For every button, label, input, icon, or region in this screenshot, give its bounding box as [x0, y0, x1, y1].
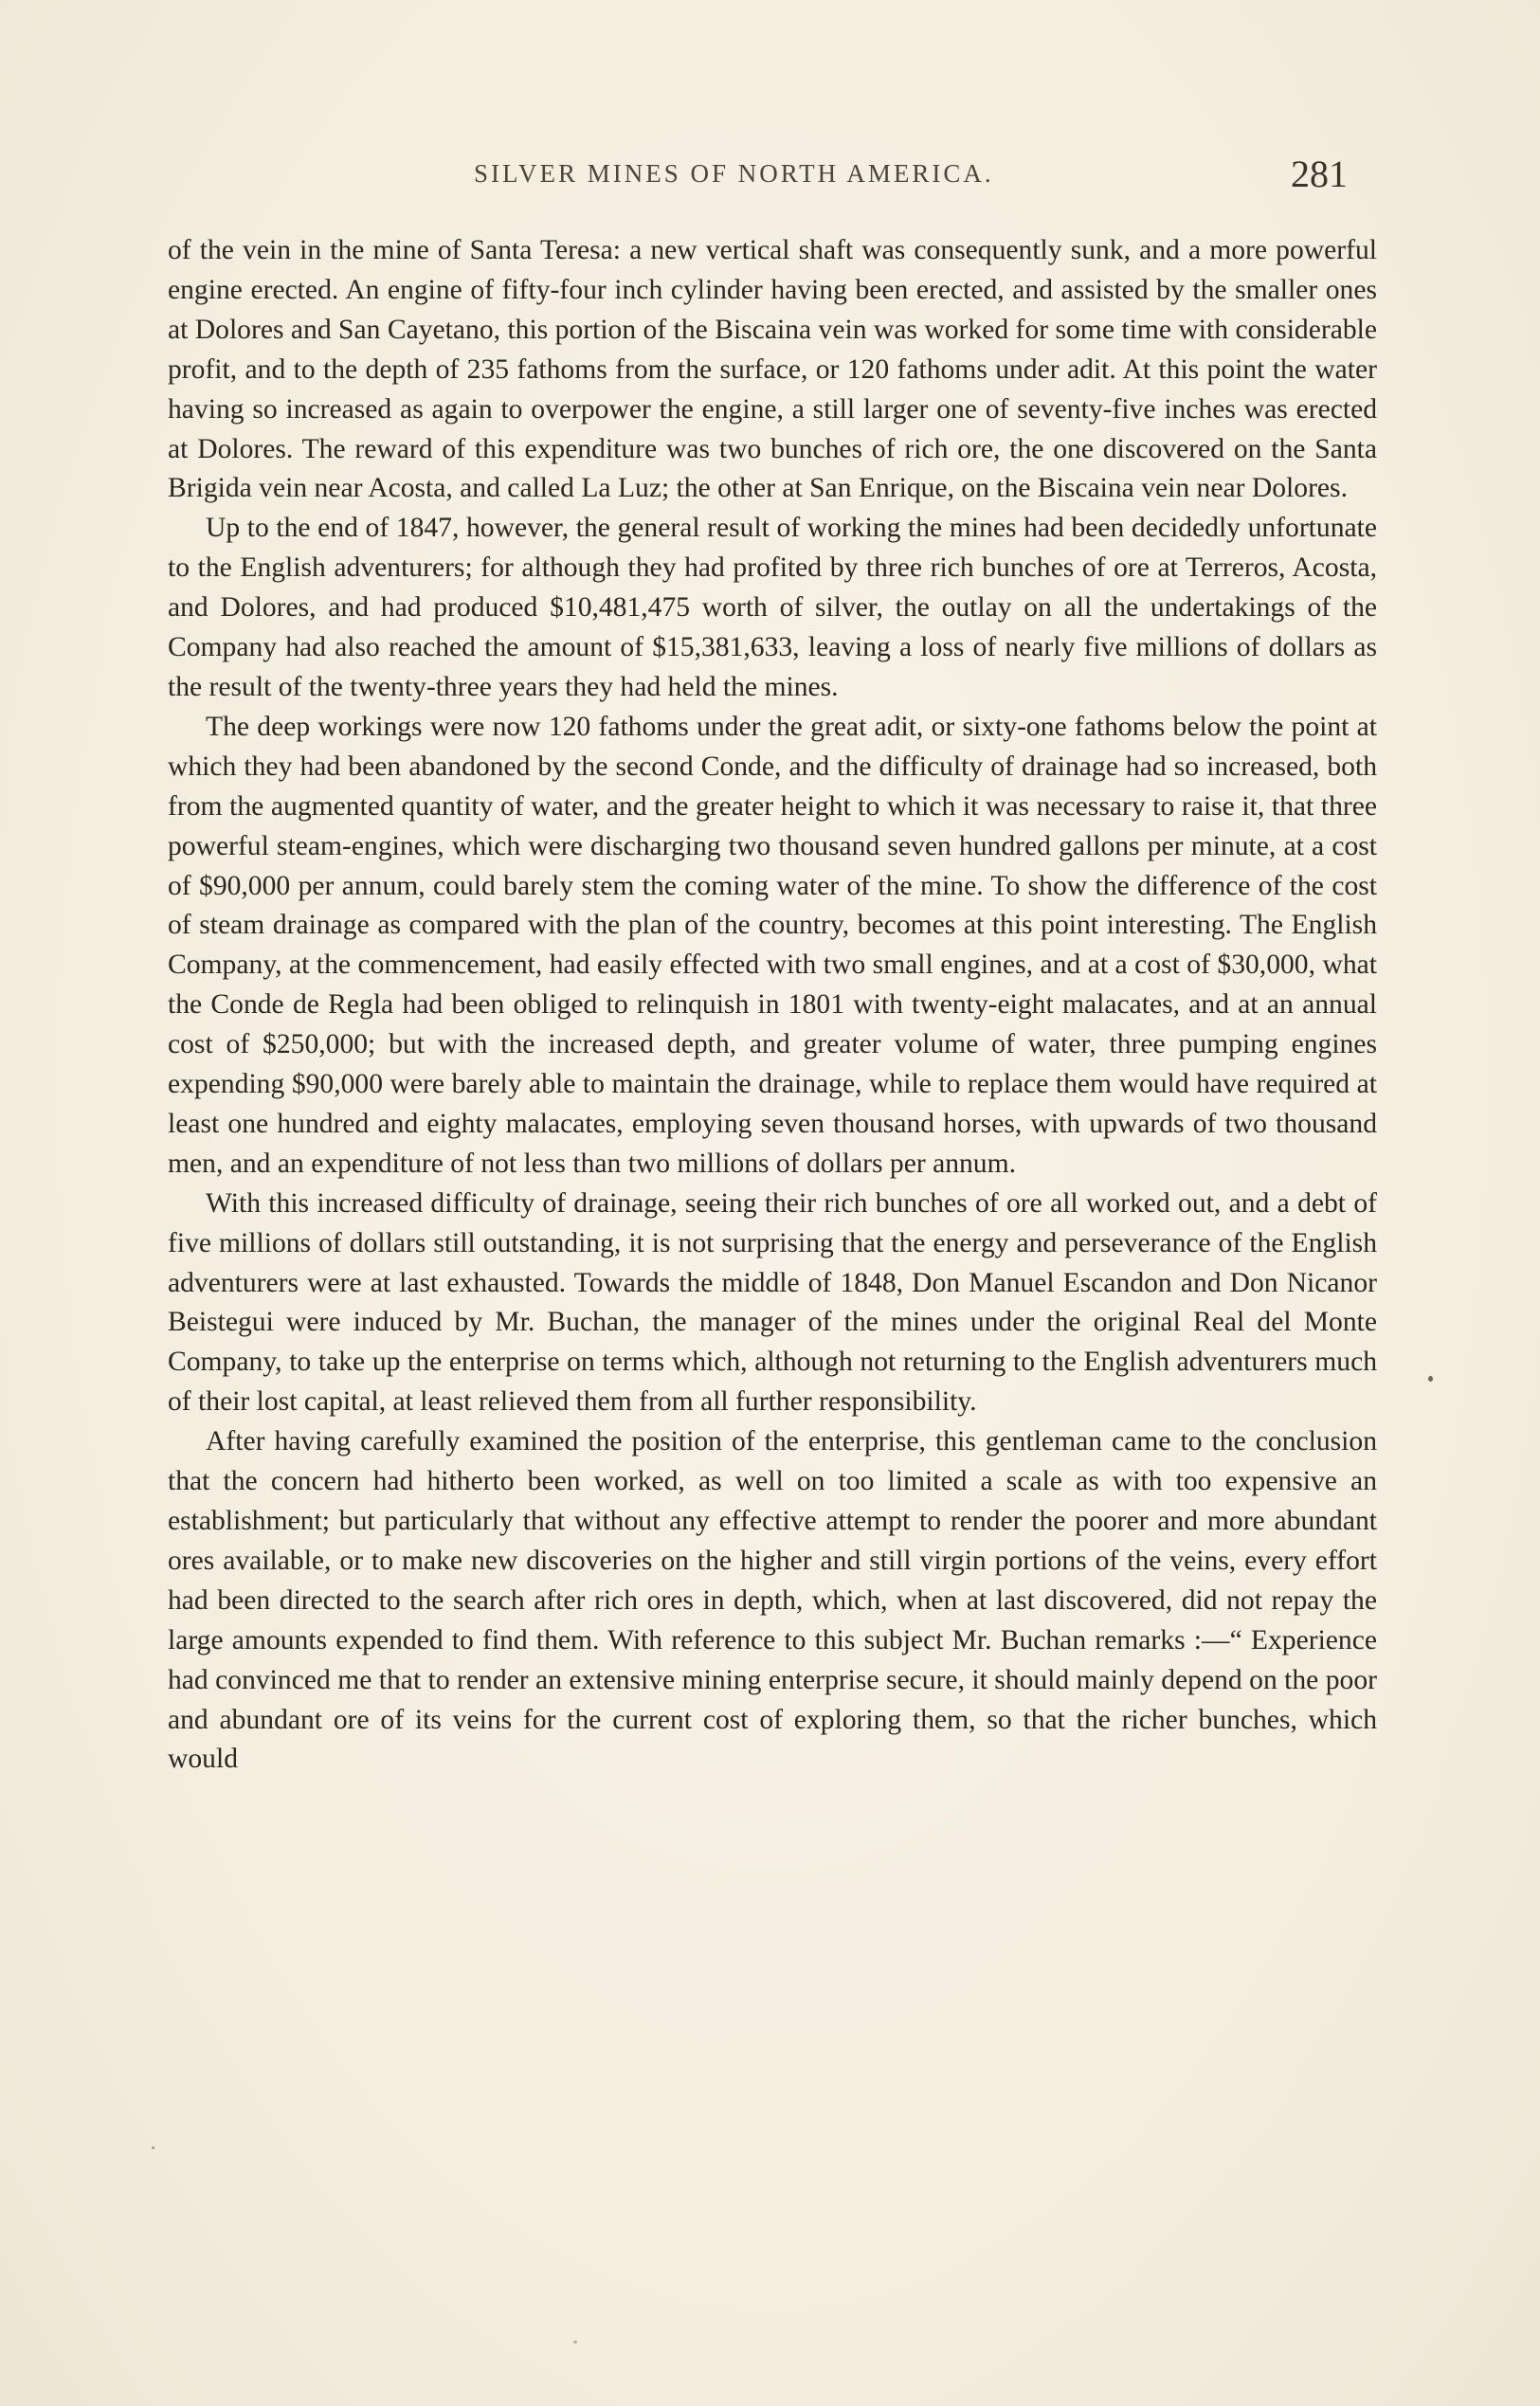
- paragraph: The deep workings were now 120 fathoms under the great adit, or sixty-one fathoms below the point at which they had been abandoned by the second Conde, and the difficulty of drainage had so increased, both from the augmented quantity of water, and the greater height to which it was necessary to raise it, that three powerful steam-engines, which were discharging two thousand seven hundred gallons per minute, at a cost of $90,000 per annum, could barely stem the coming water of the mine. To show the difference of the cost of steam drainage as compared with the plan of the country, becomes at this point interesting. The English Company, at the commencement, had easily effected with two small engines, and at a cost of $30,000, what the Conde de Regla had been obliged to relinquish in 1801 with twenty-eight malacates, and at an annual cost of $250,000; but with the increased depth, and greater volume of water, three pumping engines expending $90,000 were barely able to maintain the drainage, while to replace them would have required at least one hundred and eighty malacates, employing seven thousand horses, with upwards of two thousand men, and an expenditure of not less than two millions of dollars per annum.: [168, 711, 1377, 1179]
- paragraph: After having carefully examined the position of the enterprise, this gentleman came to the conclusion that the concern had hitherto been worked, as well on too limited a scale as with too expensive an establishment; but particularly that without any effective attempt to render the poorer and more abundant ores available, or to make new discoveries on the higher and still virgin portions of the veins, every effort had been directed to the search after rich ores in depth, which, when at last discovered, did not repay the large amounts expended to find them. With reference to this subject Mr. Buchan remarks :—“ Experience had convinced me that to render an extensive mining enterprise secure, it should mainly depend on the poor and abundant ore of its veins for the current cost of exploring them, so that the richer bunches, which would: [168, 1426, 1377, 1775]
- ink-speck: [573, 2341, 577, 2343]
- paragraph: With this increased difficulty of drainage, seeing their rich bunches of ore all worked out, and a debt of five millions of dollars still outstanding, it is not surprising that the energy and perseverance of the English adventurers were at last exhausted. Towards the middle of 1848, Don Manuel Escandon and Don Nicanor Beistegui were induced by Mr. Buchan, the manager of the mines under the original Real del Monte Company, to take up the enterprise on terms which, although not returning to the English adventurers much of their lost capital, at least relieved them from all further responsibility.: [168, 1187, 1377, 1418]
- running-title: SILVER MINES OF NORTH AMERICA.: [474, 159, 994, 188]
- body-text: [168, 231, 1377, 1780]
- paragraph: Up to the end of 1847, however, the general result of working the mines had been decidedly unfortunate to the English adventurers; for although they had profited by three rich bunches of ore at Terreros, Acosta, and Dolores, and had produced $10,481,475 worth of silver, the outlay on all the undertakings of the Company had also reached the amount of $15,381,633, leaving a loss of nearly five millions of dollars as the result of the twenty-three years they had held the mines.: [168, 513, 1377, 702]
- paragraph: of the vein in the mine of Santa Teresa: a new vertical shaft was consequently sunk, and a more powerful engine erected. An engine of fifty-four inch cylinder having been erected, and assisted by the smaller ones at Dolores and San Cayetano, this portion of the Biscaina vein was worked for some time with considerable profit, and to the depth of 235 fathoms from the surface, or 120 fathoms under adit. At this point the water having so increased as again to overpower the engine, a still larger one of seventy-five inches was erected at Dolores. The reward of this expenditure was two bunches of rich ore, the one discovered on the Santa Brigida vein near Acosta, and called La Luz; the other at San Enrique, on the Biscaina vein near Dolores.: [168, 235, 1377, 504]
- page-number: 281: [1291, 153, 1348, 195]
- ink-speck: [1428, 1376, 1433, 1382]
- ink-speck: [152, 2146, 154, 2149]
